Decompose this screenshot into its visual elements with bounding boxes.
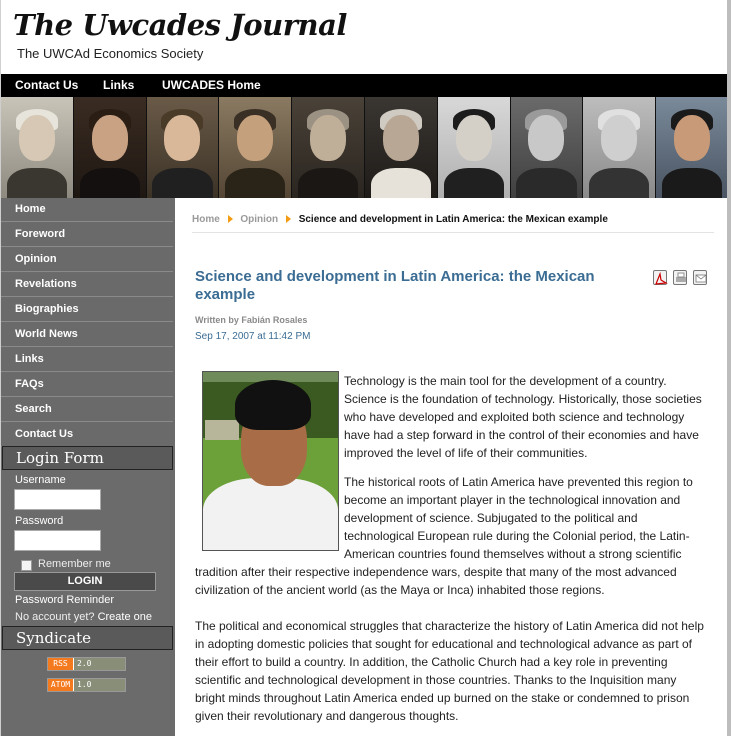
menu-item-search[interactable]: [1, 398, 173, 422]
portrait-image: [147, 97, 220, 198]
top-navigation: [1, 74, 728, 97]
email-icon[interactable]: [693, 270, 707, 285]
topnav-contact-us[interactable]: Contact Us: [15, 78, 79, 92]
atom-tag: ATOM: [48, 679, 74, 691]
article-paragraph: Technology is the main tool for the development of a country. Science is the foundation of technology. Historically, those societies who have developed and exploited both science and technology have had a step forward in the control of their economies and have improved the level of life of their communities.: [344, 374, 702, 460]
print-icon[interactable]: [673, 270, 687, 285]
portrait-image: [438, 97, 511, 198]
menu-item-label: Home: [15, 203, 46, 215]
topnav-uwcades-home[interactable]: UWCADES Home: [162, 78, 261, 92]
portrait-image: [656, 97, 728, 198]
topnav-links[interactable]: Links: [103, 78, 135, 92]
username-label: Username: [15, 474, 66, 486]
menu-item-contact-us[interactable]: [1, 423, 173, 447]
menu-item-label: Foreword: [15, 228, 66, 240]
rss-tag: RSS: [48, 658, 74, 670]
menu-item-label: Search: [15, 403, 52, 415]
menu-item-links[interactable]: [1, 348, 173, 372]
syndicate-heading: Syndicate: [16, 629, 92, 647]
create-account-link[interactable]: Create one: [97, 611, 152, 623]
portrait-image: [292, 97, 365, 198]
article-date: Sep 17, 2007 at 11:42 PM: [195, 331, 311, 342]
article-paragraph-text: The historical roots of Latin America have prevented this region to become an important player in the technological innovation and development of science. Subjugated to the political and technological European rule during the Colonial period, the Latin-American countries found themselves without a strong scientific tradition after their respective independence wars, despite that many of the most advanced civilization of the ancient world (as the Maya or Inca) inhabited those regions.: [195, 475, 693, 597]
menu-item-label: World News: [15, 328, 78, 340]
password-reminder-link[interactable]: Password Reminder: [15, 594, 115, 606]
portrait-image: [583, 97, 656, 198]
menu-item-faqs[interactable]: [1, 373, 173, 397]
portrait-image: [1, 97, 74, 198]
menu-item-label: Revelations: [15, 278, 77, 290]
article-paragraph: The political and economical struggles that characterize the history of Latin America did not help in adopting domestic policies that sought for educational and technological advance as part of their effort to build a country. In addition, the Catholic Church had a key role in preventing scientific and technological development in those countries. Thanks to the Inquisition many bright minds throughout Latin America ended up burned on the stake or condemned to prison given their revolutionary and dangerous thoughts.: [195, 619, 704, 723]
rss-version: 2.0: [74, 658, 125, 670]
site-subtitle: The UWCAd Economics Society: [17, 46, 204, 61]
no-account-row: [15, 611, 152, 623]
portrait-image: [511, 97, 584, 198]
rss-feed-badge[interactable]: [47, 657, 126, 671]
portrait-image: [365, 97, 438, 198]
article-title[interactable]: Science and development in Latin America: the Mexican example: [195, 268, 595, 303]
sidebar: [1, 198, 175, 736]
menu-item-label: Contact Us: [15, 428, 74, 440]
menu-item-biographies[interactable]: [1, 298, 173, 322]
economists-portrait-banner: [1, 97, 728, 198]
login-form-heading: Login Form: [16, 449, 104, 467]
article-author: Written by Fabián Rosales: [195, 315, 308, 325]
remember-me-label: Remember me: [38, 558, 111, 570]
portrait-image: [219, 97, 292, 198]
no-account-text: No account yet?: [15, 611, 95, 623]
atom-feed-badge[interactable]: [47, 678, 126, 692]
site-header: [1, 0, 728, 74]
breadcrumb-arrow-icon: [286, 215, 291, 223]
username-input[interactable]: [14, 489, 101, 510]
portrait-image: [74, 97, 147, 198]
login-form-title: [2, 446, 173, 470]
login-button[interactable]: LOGIN: [14, 572, 156, 591]
pdf-icon[interactable]: [653, 270, 667, 285]
breadcrumb: [192, 214, 608, 225]
breadcrumb-opinion[interactable]: Opinion: [240, 214, 279, 225]
breadcrumb-home[interactable]: Home: [192, 214, 220, 225]
article-paragraph: [195, 473, 708, 599]
password-label: Password: [15, 515, 64, 527]
menu-item-label: FAQs: [15, 378, 44, 390]
remember-me-checkbox[interactable]: [21, 560, 32, 571]
breadcrumb-current: Science and development in Latin America: the Mexican example: [298, 214, 608, 225]
menu-item-opinion[interactable]: [1, 248, 173, 272]
breadcrumb-arrow-icon: [228, 215, 233, 223]
menu-item-foreword[interactable]: [1, 223, 173, 247]
atom-version: 1.0: [74, 679, 125, 691]
syndicate-title: [2, 626, 173, 650]
menu-item-label: Opinion: [15, 253, 57, 265]
menu-item-label: Links: [15, 353, 44, 365]
breadcrumb-divider: [192, 232, 714, 233]
site-title[interactable]: The Uwcades Journal: [13, 8, 347, 42]
menu-item-label: Biographies: [15, 303, 79, 315]
menu-item-revelations[interactable]: [1, 273, 173, 297]
main-content: [175, 198, 728, 736]
menu-item-world-news[interactable]: [1, 323, 173, 347]
menu-item-home[interactable]: [1, 198, 173, 222]
password-input[interactable]: [14, 530, 101, 551]
